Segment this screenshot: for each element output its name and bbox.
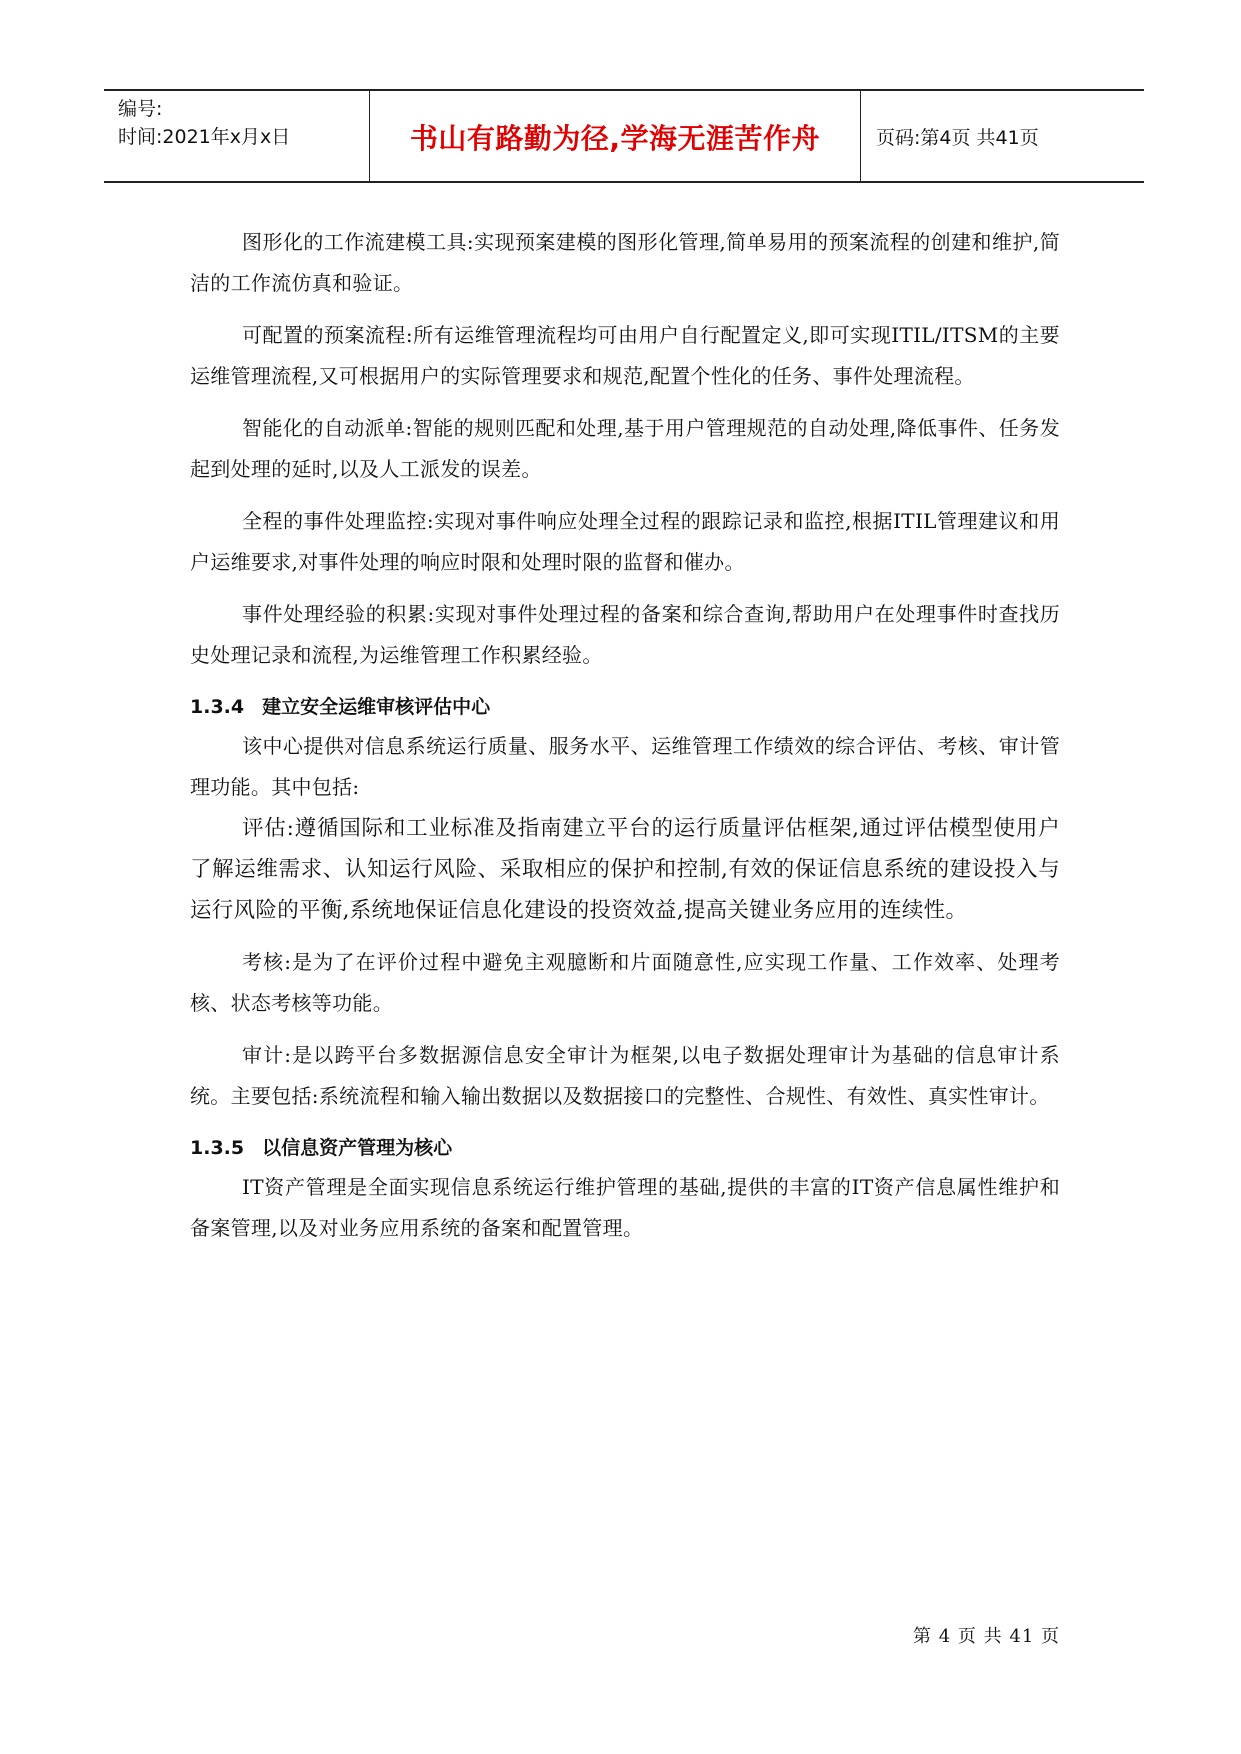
section-title: 以信息资产管理为核心 [262, 1137, 453, 1159]
header-motto: 书山有路勤为径,学海无涯苦作舟 [409, 122, 821, 155]
header-meta [118, 95, 290, 151]
paragraph-audit: 审计:是以跨平台多数据源信息安全审计为框架,以电子数据处理审计为基础的信息审计系统。主要包括:系统流程和输入输出数据以及数据接口的完整性、合规性、有效性、真实性审计。 [190, 1043, 1060, 1108]
page-footer: 第 4 页 共 41 页 [913, 1626, 1060, 1647]
paragraph-workflow-modeling: 图形化的工作流建模工具:实现预案建模的图形化管理,简单易用的预案流程的创建和维护,简洁的工作流仿真和验证。 [190, 230, 1060, 295]
header-page-code: 页码:第4页 共41页 [876, 127, 1039, 149]
section-title: 建立安全运维审核评估中心 [262, 696, 491, 718]
paragraph-configurable-flow: 可配置的预案流程:所有运维管理流程均可由用户自行配置定义,即可实现ITIL/ITSM的主要运维管理流程,又可根据用户的实际管理要求和规范,配置个性化的任务、事件处理流程。 [190, 323, 1060, 388]
paragraph-auto-dispatch: 智能化的自动派单:智能的规则匹配和处理,基于用户管理规范的自动处理,降低事件、任务发起到处理的延时,以及人工派发的误差。 [190, 416, 1060, 481]
paragraph-examination: 考核:是为了在评价过程中避免主观臆断和片面随意性,应实现工作量、工作效率、处理考核、状态考核等功能。 [190, 950, 1060, 1015]
paragraph-center-intro: 该中心提供对信息系统运行质量、服务水平、运维管理工作绩效的综合评估、考核、审计管理功能。其中包括: [190, 734, 1060, 799]
header-divider-right [860, 91, 861, 181]
paragraph-assessment: 评估:遵循国际和工业标准及指南建立平台的运行质量评估框架,通过评估模型使用户了解运维需求、认知运行风险、采取相应的保护和控制,有效的保证信息系统的建设投入与运行风险的平衡,系统地保证信息化建设的投资效益,提高关键业务应用的连续性。 [190, 816, 1060, 923]
paragraph-it-asset-management: IT资产管理是全面实现信息系统运行维护管理的基础,提供的丰富的IT资产信息属性维护和备案管理,以及对业务应用系统的备案和配置管理。 [190, 1175, 1060, 1240]
paragraph-experience-accumulation: 事件处理经验的积累:实现对事件处理过程的备案和综合查询,帮助用户在处理事件时查找历史处理记录和流程,为运维管理工作积累经验。 [190, 602, 1060, 667]
paragraph-event-monitoring: 全程的事件处理监控:实现对事件响应处理全过程的跟踪记录和监控,根据ITIL管理建议和用户运维要求,对事件处理的响应时限和处理时限的监督和催办。 [190, 509, 1060, 574]
document-body [190, 222, 1060, 1249]
section-heading-1-3-5 [190, 1129, 1060, 1167]
section-number: 1.3.5 [190, 1137, 245, 1159]
page-header [104, 89, 1144, 183]
document-time-label: 时间:2021年x月x日 [118, 126, 291, 148]
document-number-label: 编号: [118, 98, 163, 120]
section-heading-1-3-4 [190, 688, 1060, 726]
section-number: 1.3.4 [190, 696, 245, 718]
